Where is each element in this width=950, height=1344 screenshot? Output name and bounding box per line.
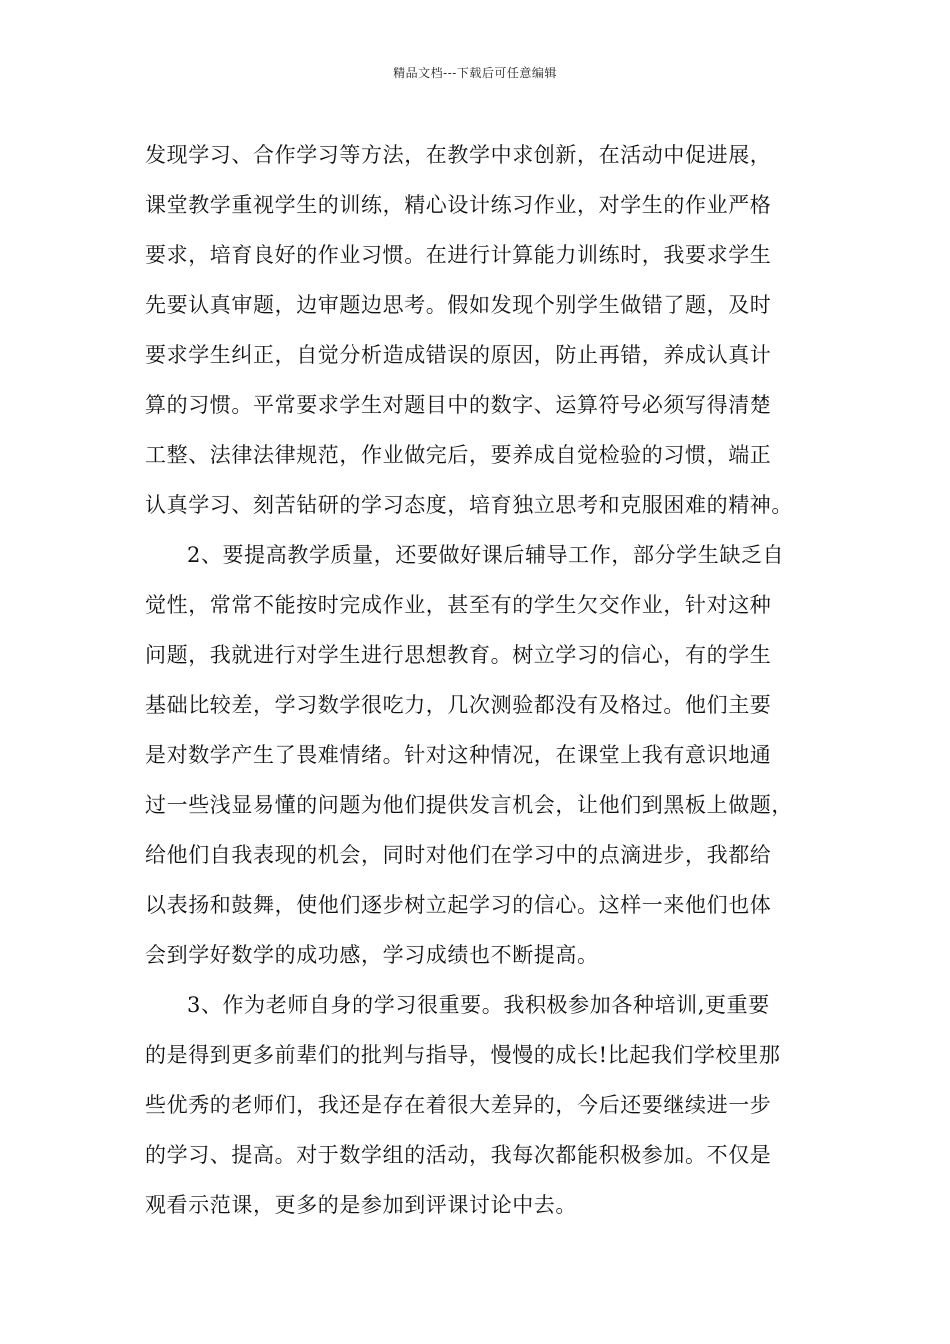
text-line: 的学习、提高。对于数学组的活动，我每次都能积极参加。不仅是 bbox=[145, 1143, 772, 1167]
text-line: 课堂教学重视学生的训练，精心设计练习作业，对学生的作业严格 bbox=[145, 193, 772, 217]
text-line: 给他们自我表现的机会，同时对他们在学习中的点滴进步，我都给 bbox=[145, 843, 772, 867]
text-line: 观看示范课，更多的是参加到评课讨论中去。 bbox=[145, 1193, 577, 1217]
text-line: 以表扬和鼓舞，使他们逐步树立起学习的信心。这样一来他们也体 bbox=[145, 893, 772, 917]
paragraph-start-line: 3、作为老师自身的学习很重要。我积极参加各种培训,更重要 bbox=[187, 993, 770, 1017]
text-line: 些优秀的老师们，我还是存在着很大差异的，今后还要继续进一步 bbox=[145, 1093, 772, 1117]
text-line: 发现学习、合作学习等方法，在教学中求创新，在活动中促进展， bbox=[145, 143, 772, 167]
page-header: 精品文档---下载后可任意编辑 bbox=[393, 66, 557, 80]
paragraph-start-line: 2、要提高教学质量，还要做好课后辅导工作，部分学生缺乏自 bbox=[187, 543, 785, 567]
text-line: 觉性，常常不能按时完成作业，甚至有的学生欠交作业，针对这种 bbox=[145, 593, 772, 617]
text-line: 工整、法律法律规范，作业做完后，要养成自觉检验的习惯，端正 bbox=[145, 443, 772, 467]
text-line: 要求，培育良好的作业习惯。在进行计算能力训练时，我要求学生 bbox=[145, 243, 772, 267]
text-line: 基础比较差，学习数学很吃力，几次测验都没有及格过。他们主要 bbox=[145, 693, 772, 717]
text-line: 先要认真审题，边审题边思考。假如发现个别学生做错了题，及时 bbox=[145, 293, 772, 317]
text-line: 问题，我就进行对学生进行思想教育。树立学习的信心，有的学生 bbox=[145, 643, 772, 667]
text-line: 算的习惯。平常要求学生对题目中的数字、运算符号必须写得清楚 bbox=[145, 393, 772, 417]
text-line: 过一些浅显易懂的问题为他们提供发言机会，让他们到黑板上做题， bbox=[145, 793, 793, 817]
document-body bbox=[145, 130, 810, 1230]
text-line: 会到学好数学的成功感，学习成绩也不断提高。 bbox=[145, 943, 599, 967]
text-line: 认真学习、刻苦钻研的学习态度，培育独立思考和克服困难的精神。 bbox=[145, 493, 793, 517]
text-line: 是对数学产生了畏难情绪。针对这种情况，在课堂上我有意识地通 bbox=[145, 743, 772, 767]
text-line: 要求学生纠正，自觉分析造成错误的原因，防止再错，养成认真计 bbox=[145, 343, 772, 367]
text-line: 的是得到更多前辈们的批判与指导，慢慢的成长!比起我们学校里那 bbox=[145, 1043, 781, 1067]
